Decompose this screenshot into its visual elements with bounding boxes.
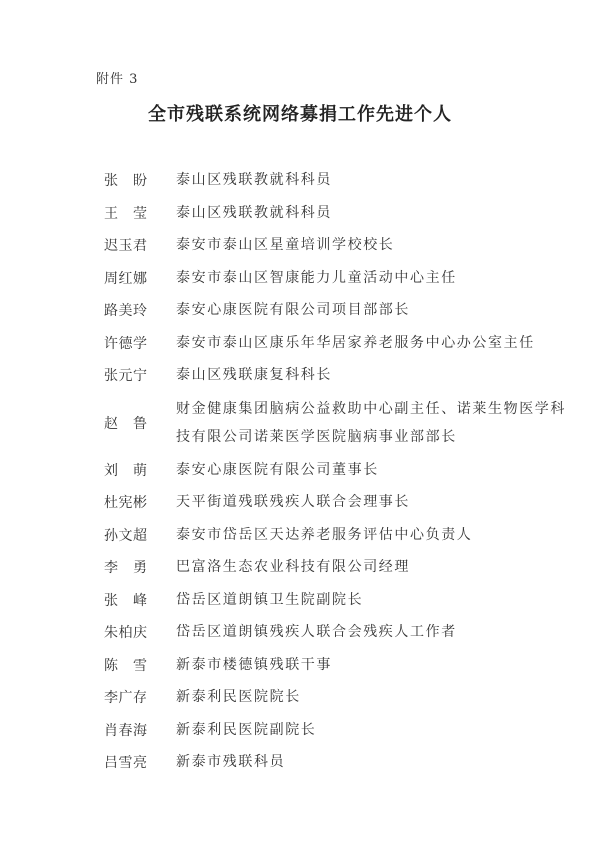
- list-item: [104, 164, 574, 197]
- person-name: 李广存: [104, 690, 148, 707]
- person-name: 路美玲: [104, 303, 148, 320]
- list-item: [104, 197, 574, 230]
- list-item: [104, 392, 574, 454]
- person-role: 泰安心康医院有限公司董事长: [176, 461, 379, 478]
- attachment-label: 附件 3: [96, 72, 139, 87]
- person-name: 杜宪彬: [104, 495, 148, 512]
- list-item: [104, 229, 574, 262]
- person-role: 泰安市泰山区康乐年华居家养老服务中心办公室主任: [176, 334, 535, 351]
- person-name: 王 莹: [104, 205, 148, 222]
- list-item: [104, 262, 574, 295]
- person-name: 张元宁: [104, 368, 148, 385]
- person-role: 泰安市泰山区星童培训学校校长: [176, 237, 395, 254]
- person-name: 张 峰: [104, 592, 148, 609]
- person-role: 岱岳区道朗镇卫生院副院长: [176, 591, 364, 608]
- person-name: 李 勇: [104, 560, 148, 577]
- person-role: 新泰利民医院副院长: [176, 721, 317, 738]
- honoree-list: [104, 164, 574, 779]
- person-name: 孙文超: [104, 527, 148, 544]
- list-item: [104, 746, 574, 779]
- person-name: 张 盼: [104, 173, 148, 190]
- list-item: [104, 616, 574, 649]
- person-role: 巴富洛生态农业科技有限公司经理: [176, 559, 410, 576]
- list-item: [104, 584, 574, 617]
- person-name: 周红娜: [104, 270, 148, 287]
- list-item: [104, 649, 574, 682]
- person-role: 泰安市泰山区智康能力儿童活动中心主任: [176, 269, 457, 286]
- person-role: 泰安心康医院有限公司项目部部长: [176, 302, 410, 319]
- person-role: 泰山区残联康复科科长: [176, 367, 332, 384]
- list-item: [104, 359, 574, 392]
- person-role: 岱岳区道朗镇残疾人联合会残疾人工作者: [176, 624, 457, 641]
- person-role: 财金健康集团脑病公益救助中心副主任、诺莱生物医学科技有限公司诺莱医学医院脑病事业部部长: [176, 400, 566, 445]
- person-name: 朱柏庆: [104, 625, 148, 642]
- person-role: 新泰市残联科员: [176, 754, 286, 771]
- list-item: [104, 519, 574, 552]
- person-role: 泰安市岱岳区天达养老服务评估中心负责人: [176, 526, 473, 543]
- list-item: [104, 714, 574, 747]
- person-name: 肖春海: [104, 722, 148, 739]
- person-name: 迟玉君: [104, 238, 148, 255]
- person-name: 刘 萌: [104, 462, 148, 479]
- person-role: 新泰市楼德镇残联干事: [176, 656, 332, 673]
- person-name: 赵 鲁: [104, 415, 148, 432]
- list-item: [104, 327, 574, 360]
- person-role: 泰山区残联教就科科员: [176, 204, 332, 221]
- list-item: [104, 454, 574, 487]
- person-name: 许德学: [104, 335, 148, 352]
- list-item: [104, 551, 574, 584]
- person-name: 陈 雪: [104, 657, 148, 674]
- person-name: 吕雪亮: [104, 755, 148, 772]
- person-role: 天平街道残联残疾人联合会理事长: [176, 494, 410, 511]
- person-role: 泰山区残联教就科科员: [176, 172, 332, 189]
- person-role: 新泰利民医院院长: [176, 689, 301, 706]
- list-item: [104, 486, 574, 519]
- document-title: 全市残联系统网络募捐工作先进个人: [148, 104, 452, 125]
- list-item: [104, 294, 574, 327]
- list-item: [104, 681, 574, 714]
